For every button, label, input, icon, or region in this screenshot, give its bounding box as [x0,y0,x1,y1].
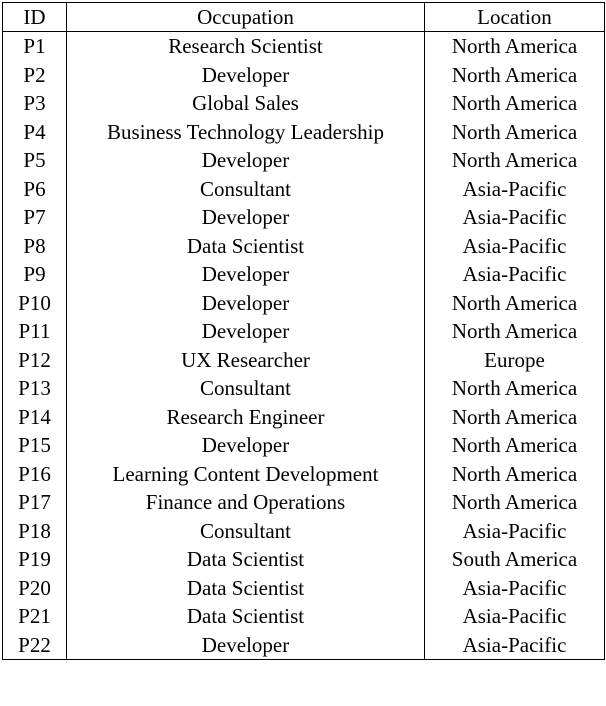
table-row [3,517,605,546]
cell-id: P2 [3,61,67,90]
cell-location: Asia-Pacific [425,574,605,603]
cell-location: North America [425,317,605,346]
cell-id: P13 [3,374,67,403]
cell-location: South America [425,545,605,574]
cell-location: Asia-Pacific [425,631,605,660]
table-body [3,32,605,660]
cell-occupation: Developer [67,203,425,232]
table-row [3,460,605,489]
cell-id: P12 [3,346,67,375]
cell-location: North America [425,89,605,118]
header-location: Location [425,3,605,32]
table-row [3,317,605,346]
cell-location: North America [425,32,605,61]
cell-location: North America [425,460,605,489]
cell-occupation: Consultant [67,374,425,403]
cell-id: P21 [3,602,67,631]
cell-occupation: Finance and Operations [67,488,425,517]
table-row [3,89,605,118]
table-row [3,631,605,660]
cell-id: P5 [3,146,67,175]
cell-id: P4 [3,118,67,147]
cell-location: North America [425,488,605,517]
cell-occupation: Global Sales [67,89,425,118]
cell-id: P15 [3,431,67,460]
cell-id: P17 [3,488,67,517]
cell-location: North America [425,61,605,90]
table-header [3,3,605,32]
cell-location: Asia-Pacific [425,175,605,204]
header-row [3,3,605,32]
table-row [3,61,605,90]
table-row [3,32,605,61]
cell-occupation: Learning Content Development [67,460,425,489]
cell-id: P9 [3,260,67,289]
cell-occupation: Developer [67,631,425,660]
cell-location: Asia-Pacific [425,203,605,232]
cell-location: Asia-Pacific [425,260,605,289]
cell-location: North America [425,431,605,460]
cell-occupation: Data Scientist [67,232,425,261]
cell-occupation: Developer [67,61,425,90]
cell-id: P16 [3,460,67,489]
cell-id: P10 [3,289,67,318]
table-row [3,346,605,375]
cell-occupation: Developer [67,317,425,346]
header-id: ID [3,3,67,32]
cell-occupation: Developer [67,289,425,318]
cell-occupation: Developer [67,260,425,289]
cell-location: North America [425,403,605,432]
cell-occupation: Consultant [67,175,425,204]
cell-id: P19 [3,545,67,574]
cell-occupation: Data Scientist [67,602,425,631]
cell-location: Asia-Pacific [425,517,605,546]
cell-occupation: Data Scientist [67,574,425,603]
table-row [3,403,605,432]
cell-location: Europe [425,346,605,375]
cell-id: P18 [3,517,67,546]
cell-location: Asia-Pacific [425,232,605,261]
cell-id: P14 [3,403,67,432]
cell-occupation: Research Engineer [67,403,425,432]
table-row [3,289,605,318]
cell-location: North America [425,118,605,147]
cell-id: P7 [3,203,67,232]
table-row [3,374,605,403]
cell-id: P11 [3,317,67,346]
cell-id: P1 [3,32,67,61]
table-row [3,574,605,603]
cell-location: North America [425,146,605,175]
cell-occupation: UX Researcher [67,346,425,375]
cell-occupation: Developer [67,431,425,460]
table-row [3,488,605,517]
cell-occupation: Research Scientist [67,32,425,61]
table-row [3,545,605,574]
table-row [3,602,605,631]
cell-occupation: Consultant [67,517,425,546]
cell-location: North America [425,289,605,318]
table-row [3,232,605,261]
table-row [3,260,605,289]
table-row [3,118,605,147]
participants-table [2,2,605,660]
cell-occupation: Business Technology Leadership [67,118,425,147]
cell-occupation: Data Scientist [67,545,425,574]
header-occupation: Occupation [67,3,425,32]
cell-id: P6 [3,175,67,204]
cell-id: P22 [3,631,67,660]
table-row [3,146,605,175]
cell-id: P8 [3,232,67,261]
cell-occupation: Developer [67,146,425,175]
cell-id: P3 [3,89,67,118]
table-row [3,203,605,232]
table-row [3,175,605,204]
cell-location: North America [425,374,605,403]
cell-location: Asia-Pacific [425,602,605,631]
table-row [3,431,605,460]
cell-id: P20 [3,574,67,603]
